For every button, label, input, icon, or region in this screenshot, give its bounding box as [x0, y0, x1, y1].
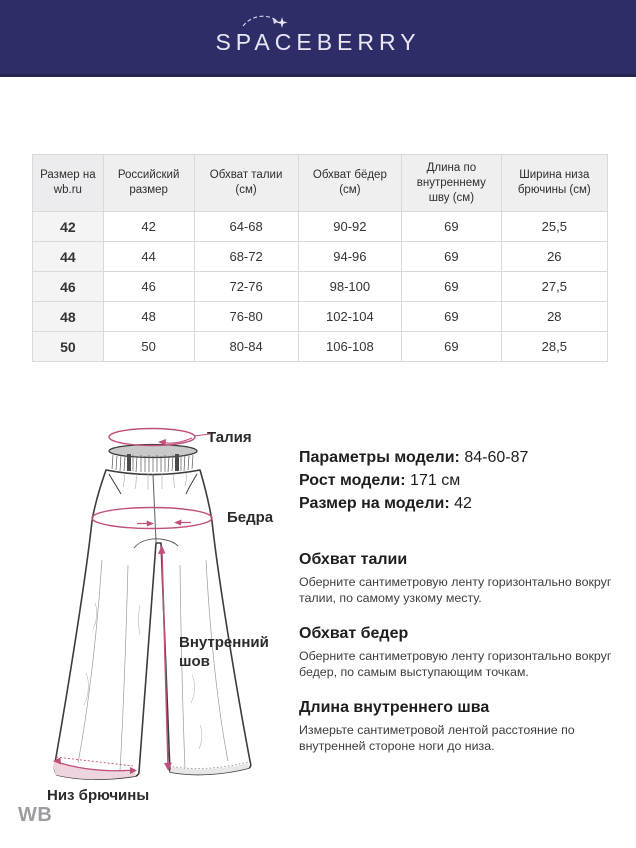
model-params-value: 84-60-87: [464, 449, 529, 466]
cell-size: 42: [33, 212, 104, 242]
pants-diagram: [40, 425, 265, 815]
cell-ru-size: 44: [103, 242, 194, 272]
cell-leg-width: 28: [501, 302, 607, 332]
label-waist: Талия: [207, 429, 252, 446]
cell-leg-width: 27,5: [501, 272, 607, 302]
model-params-label: Параметры модели:: [299, 449, 460, 466]
cell-ru-size: 48: [103, 302, 194, 332]
cell-waist: 80-84: [194, 332, 298, 362]
cell-leg-width: 28,5: [501, 332, 607, 362]
size-table: [32, 154, 608, 362]
guide-hips: [299, 624, 633, 680]
cell-waist: 76-80: [194, 302, 298, 332]
guide-waist-text: Оберните сантиметровую ленту горизонтально вокруг талии, по самому узкому месту.: [299, 575, 612, 605]
cell-inseam: 69: [402, 332, 501, 362]
label-hips: Бедра: [227, 509, 274, 526]
cell-waist: 64-68: [194, 212, 298, 242]
brand-header: [0, 0, 636, 77]
table-row: [33, 212, 608, 242]
cell-ru-size: 46: [103, 272, 194, 302]
cell-size: 48: [33, 302, 104, 332]
label-hem: Низ брючины: [47, 787, 150, 804]
model-size-line: [299, 492, 633, 515]
measure-info-column: [299, 446, 633, 772]
cell-size: 44: [33, 242, 104, 272]
table-row: [33, 302, 608, 332]
model-height-value: 171 см: [410, 472, 461, 489]
cell-size: 46: [33, 272, 104, 302]
model-size-label: Размер на модели:: [299, 495, 450, 512]
guide-inseam-text: Измерьте сантиметровой лентой расстояние по внутренней стороне ноги до низа.: [299, 723, 575, 753]
model-parameters: [299, 446, 633, 515]
cell-inseam: 69: [402, 212, 501, 242]
shooting-star-icon: [241, 11, 291, 35]
cell-ru-size: 50: [103, 332, 194, 362]
col-header-wb-size: Размер на wb.ru: [33, 155, 104, 212]
table-row: [33, 242, 608, 272]
cell-hips: 98-100: [298, 272, 402, 302]
cell-hips: 90-92: [298, 212, 402, 242]
col-header-waist: Обхват талии (см): [194, 155, 298, 212]
table-header-row: [33, 155, 608, 212]
label-inseam: Внутренний шов: [179, 634, 269, 670]
col-header-hips: Обхват бёдер (см): [298, 155, 402, 212]
cell-leg-width: 26: [501, 242, 607, 272]
model-size-value: 42: [454, 495, 472, 512]
cell-inseam: 69: [402, 302, 501, 332]
waist-opening: [109, 445, 197, 458]
brand-logo: [215, 19, 420, 56]
guide-waist: [299, 550, 633, 606]
brand-name: SPACEBERRY: [215, 28, 421, 55]
col-header-ru-size: Российский размер: [103, 155, 194, 212]
wb-watermark: WB: [18, 804, 53, 826]
model-height-label: Рост модели:: [299, 472, 406, 489]
guide-hips-title: Обхват бедер: [299, 625, 409, 642]
cell-waist: 68-72: [194, 242, 298, 272]
cell-inseam: 69: [402, 272, 501, 302]
guide-inseam-title: Длина внутреннего шва: [299, 699, 490, 716]
pants-outline: [54, 470, 250, 779]
cell-hips: 94-96: [298, 242, 402, 272]
cell-hips: 102-104: [298, 302, 402, 332]
model-height-line: [299, 469, 633, 492]
guide-inseam: [299, 698, 633, 754]
model-params-line: [299, 446, 633, 469]
cell-size: 50: [33, 332, 104, 362]
cell-inseam: 69: [402, 242, 501, 272]
cell-leg-width: 25,5: [501, 212, 607, 242]
guide-waist-title: Обхват талии: [299, 551, 408, 568]
col-header-leg-width: Ширина низа брючины (см): [501, 155, 607, 212]
cell-ru-size: 42: [103, 212, 194, 242]
cell-waist: 72-76: [194, 272, 298, 302]
waist-measure-ellipse: [109, 429, 195, 446]
table-row: [33, 272, 608, 302]
guide-hips-text: Оберните сантиметровую ленту горизонтально вокруг бедер, по самым выступающим точкам.: [299, 649, 612, 679]
table-row: [33, 332, 608, 362]
col-header-inseam-length: Длина по внутреннему шву (см): [402, 155, 501, 212]
cell-hips: 106-108: [298, 332, 402, 362]
